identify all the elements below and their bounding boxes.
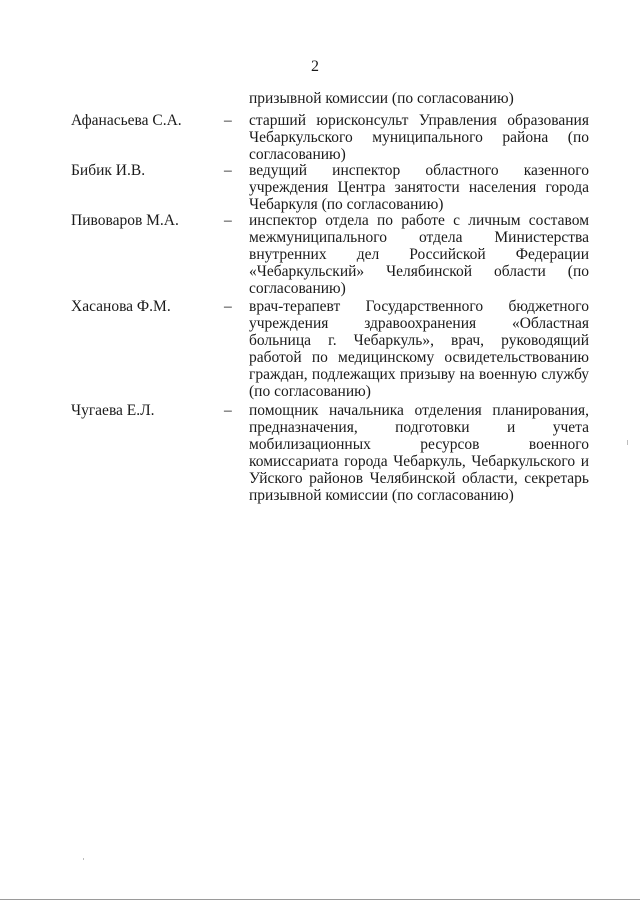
dash-separator: – bbox=[224, 402, 232, 419]
scan-speck bbox=[627, 440, 628, 445]
member-name: Пивоваров М.А. bbox=[71, 212, 179, 229]
scan-edge-line bbox=[0, 899, 640, 900]
member-description: старший юрисконсульт Управления образования Чебаркульского муниципального района (по согласованию) bbox=[249, 112, 589, 163]
member-name: Афанасьева С.А. bbox=[71, 112, 182, 129]
dash-separator: – bbox=[224, 212, 232, 229]
member-description: врач-терапевт Государственного бюджетного учреждения здравоохранения «Областная больница г. Чебаркуль», врач, руководящий работой по медицинскому освидетельствованию граждан, подлежащих призыву на военную службу (по согласованию) bbox=[249, 298, 589, 400]
dash-separator: – bbox=[224, 162, 232, 179]
member-name: Хасанова Ф.М. bbox=[71, 298, 171, 315]
continuation-text: призывной комиссии (по согласованию) bbox=[249, 90, 514, 107]
member-description: помощник начальника отделения планирования, предназначения, подготовки и учета мобилизационных ресурсов военного комиссариата города Чебаркуль, Чебаркульского и Уйского районов Челябинской области, секретарь призывной комиссии (по согласованию) bbox=[249, 402, 589, 504]
dash-separator: – bbox=[224, 112, 232, 129]
page-number: 2 bbox=[311, 58, 319, 75]
scan-speck bbox=[83, 858, 84, 860]
member-description: ведущий инспектор областного казенного учреждения Центра занятости населения города Чебаркуля (по согласованию) bbox=[249, 162, 589, 213]
dash-separator: – bbox=[224, 298, 232, 315]
member-name: Бибик И.В. bbox=[71, 162, 146, 179]
member-name: Чугаева Е.Л. bbox=[71, 402, 155, 419]
member-description: инспектор отдела по работе с личным составом межмуниципального отдела Министерства внутренних дел Российской Федерации «Чебаркульский» Челябинской области (по согласованию) bbox=[249, 212, 589, 297]
